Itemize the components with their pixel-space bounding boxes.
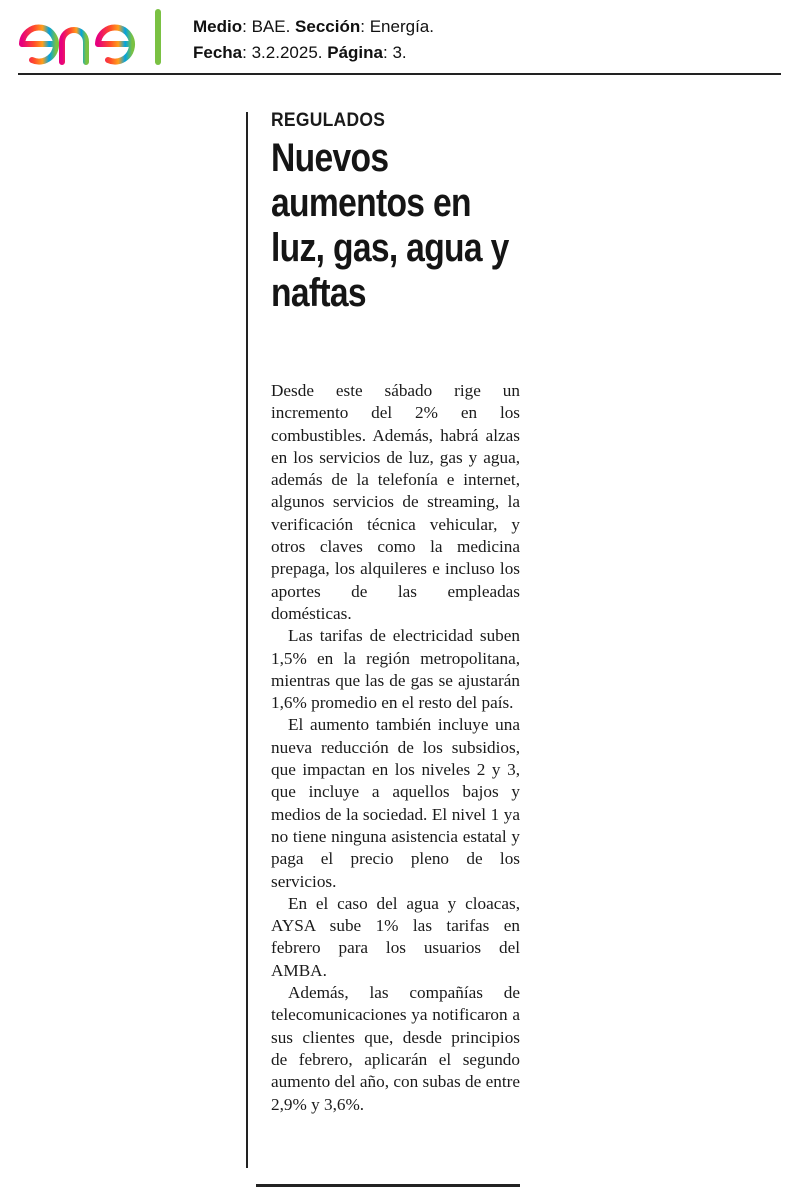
header-divider (18, 73, 781, 75)
headline: Nuevos aumentos en luz, gas, agua y naftas (271, 136, 509, 315)
article (271, 110, 520, 1114)
column-rule (246, 112, 248, 1168)
fecha-label: Fecha (193, 43, 243, 62)
meta-line-1: Medio: BAE. Sección: Energía. (193, 17, 434, 36)
clipping-metadata (193, 14, 434, 66)
section-tag: REGULADOS (271, 110, 386, 131)
seccion-value: Energía (369, 17, 430, 36)
bottom-divider (256, 1184, 520, 1187)
meta-line-2: Fecha: 3.2.2025. Página: 3. (193, 43, 407, 62)
seccion-label: Sección (295, 17, 361, 36)
paragraph: El aumento también incluye una nueva reducción de los subsidios, que impactan en los niveles 2 y 3, que incluye a aquellos bajos y medios de la sociedad. El nivel 1 ya no tiene ninguna asistencia estatal y paga el precio pleno de los servicios. (271, 715, 520, 891)
paragraph: Las tarifas de electricidad suben 1,5% en la región metropolitana, mientras que las de gas se ajustarán 1,6% promedio en el resto del país. (271, 626, 520, 713)
paragraph: En el caso del agua y cloacas, AYSA sube 1% las tarifas en febrero para los usuarios del AMBA. (271, 893, 520, 980)
pagina-label: Página (327, 43, 383, 62)
medio-label: Medio (193, 17, 243, 36)
pagina-value: 3 (392, 43, 402, 62)
medio-value: BAE (251, 17, 286, 36)
fecha-value: 3.2.2025 (251, 43, 318, 62)
enel-logo (18, 6, 170, 70)
paragraph: Desde este sábado rige un incremento del 2% en los combustibles. Además, habrá alzas en los servicios de luz, gas y agua, además de la telefonía e internet, algunos servicios de streaming, la verificación técnica vehicular, y otros claves como la medicina prepaga, los alquileres e incluso los aportes de las empleadas domésticas. (271, 381, 520, 623)
article-body (271, 380, 520, 1116)
paragraph: Además, las compañías de telecomunicaciones ya notificaron a sus clientes que, desde principios de febrero, aplicarán el segundo aumento del año, con subas de entre 2,9% y 3,6%. (271, 983, 520, 1114)
